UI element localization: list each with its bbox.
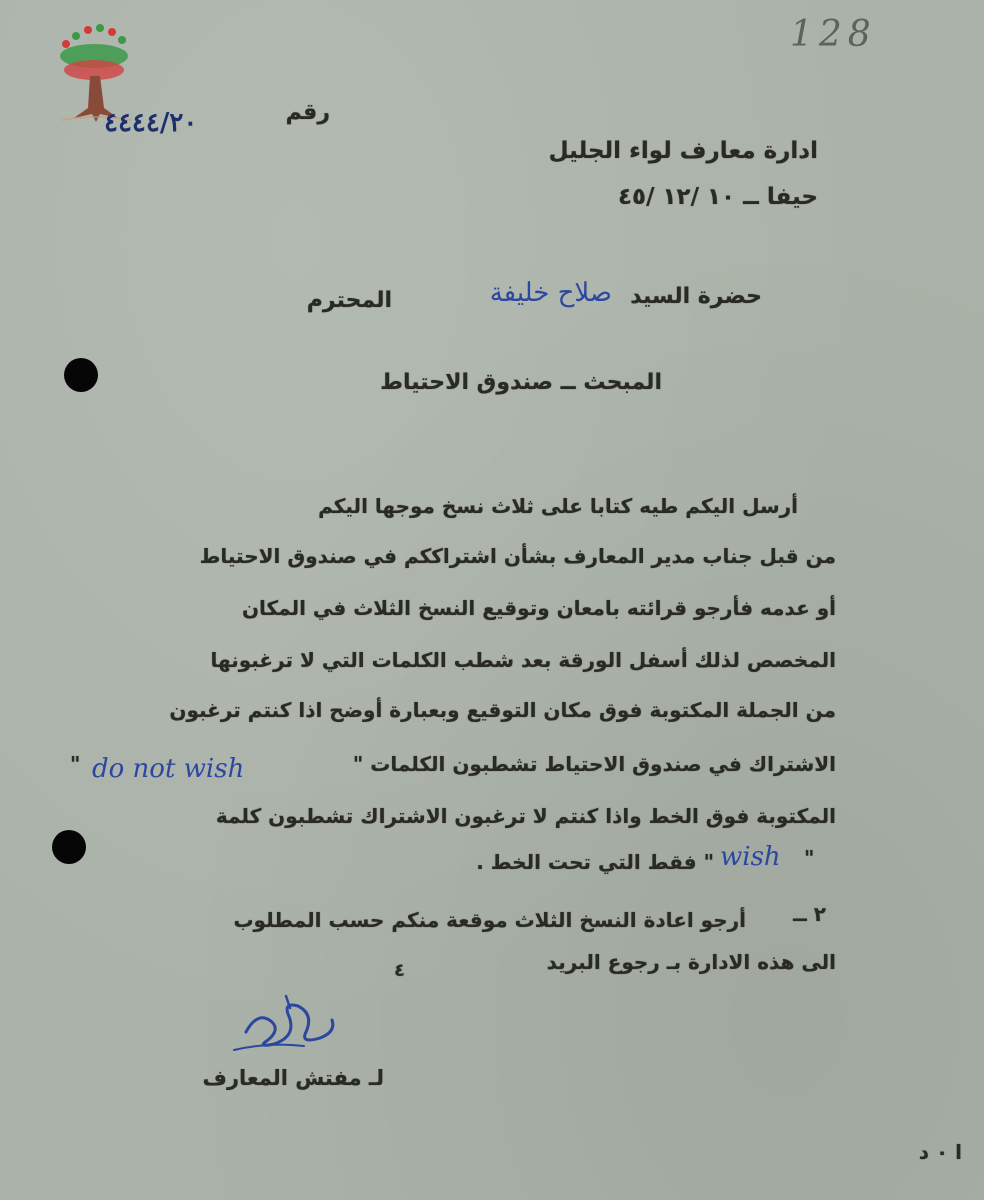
body-line-8-open-quote: ": [804, 846, 815, 870]
body-line-3: أو عدمه فأرجو قرائته بامعان وتوقيع النسخ الثلاث في المكان: [241, 596, 836, 620]
item-2-number: ٢ ــ: [793, 902, 826, 926]
page-number: 128: [790, 14, 877, 55]
body-line-6: الاشتراك في صندوق الاحتياط تشطبون الكلمات ": [352, 752, 836, 776]
subject-line: المبحث ــ صندوق الاحتياط: [380, 370, 662, 395]
body-line-10: الى هذه الادارة بـ رجوع البريد: [546, 950, 836, 974]
handwritten-signature: [228, 992, 348, 1062]
body-line-1: أرسل اليكم طيه كتابا على ثلاث نسخ موجها اليكم: [318, 494, 798, 518]
body-line-10-mark: ٤: [394, 960, 405, 981]
date-line: حيفا ــ ١٠ /١٢ /٤٥: [618, 184, 818, 210]
addressee-prefix: حضرة السيد: [630, 284, 762, 309]
sender-office: ادارة معارف لواء الجليل: [548, 138, 818, 164]
footer-mark: ا ٠ د: [918, 1140, 962, 1164]
reference-label: رقم: [285, 100, 330, 125]
body-line-7: المكتوبة فوق الخط واذا كنتم لا ترغبون الاشتراك تشطبون كلمة: [215, 804, 836, 828]
punch-hole-icon: [64, 358, 98, 392]
handwritten-wish: wish: [720, 842, 781, 872]
body-line-6-quote: ": [70, 752, 81, 776]
body-line-5: من الجملة المكتوبة فوق مكان التوقيع وبعبارة أوضح اذا كنتم ترغبون: [169, 698, 836, 722]
signature-title: لـ مفتش المعارف: [202, 1066, 384, 1090]
addressee-name: صلاح خليفة: [489, 278, 612, 308]
body-line-2: من قبل جناب مدير المعارف بشأن اشتراككم في صندوق الاحتياط: [199, 544, 836, 568]
body-line-9: أرجو اعادة النسخ الثلاث موقعة منكم حسب المطلوب: [233, 908, 746, 932]
handwritten-do-not-wish: do not wish: [92, 754, 245, 784]
reference-number: ٤٤٤٤/٢٠: [104, 108, 198, 138]
punch-hole-icon: [52, 830, 86, 864]
body-line-8: " فقط التي تحت الخط .: [476, 850, 714, 874]
addressee-suffix: المحترم: [306, 288, 392, 313]
body-line-4: المخصص لذلك أسفل الورقة بعد شطب الكلمات التي لا ترغبونها: [210, 648, 836, 672]
